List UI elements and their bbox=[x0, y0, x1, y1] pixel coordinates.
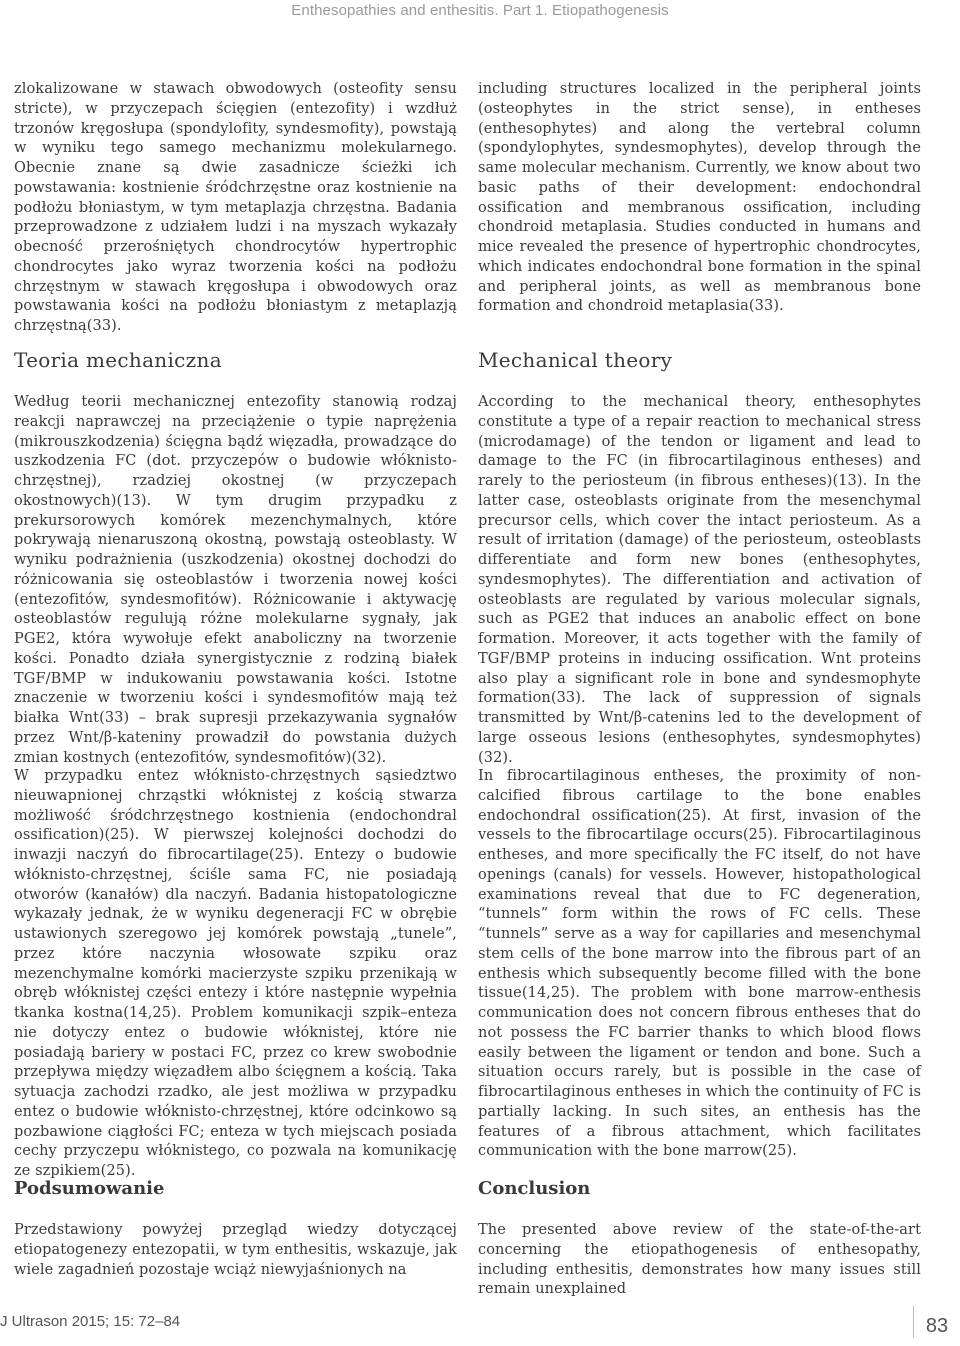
en-paragraph-intro: including structures localized in the peripheral joints (osteophytes in the strict sense), in entheses (enthesophytes) and along the vertebral column (spondylophytes, syndesmophytes), develop through the same molecular mechanism. Currently, we know about two basic paths of their development: endochondral ossification and membranous ossification, including chondroid metaplasia. Studies conducted in humans and mice revealed the presence of hypertrophic chondrocytes, which indicates endochondral bone formation in the spinal and peripheral joints, as well as membranous bone formation and chondroid metaplasia(33). bbox=[478, 81, 921, 315]
en-heading-mechanical-theory: Mechanical theory bbox=[478, 348, 673, 372]
pl-paragraph-intro: zlokalizowane w stawach obwodowych (osteofity sensu stricte), w przyczepach ścięgien (entezofity) i wzdłuż trzonów kręgosłupa (spondylofity, syndesmofity), powstają w wyniku tego samego mechanizmu molekularnego. Obecnie znane są dwie zasadnicze ścieżki ich powstawania: kostnienie śródchrzęstne oraz kostnienie na podłożu błoniastym, w tym metaplazja chrzęstna. Badania przeprowadzone z udziałem ludzi i na myszach wykazały obecność przerośniętych chondrocytów hypertrophic chondrocytes jako wyraz tworzenia kości na podłożu chrzęstnym w stawach kręgosłupa i obwodowych oraz powstawania kości na podłożu błoniastym z metaplazją chrzęstną(33). bbox=[14, 81, 457, 334]
journal-citation: J Ultrason 2015; 15: 72–84 bbox=[0, 1313, 181, 1330]
en-paragraph-fibrocartilage: In fibrocartilaginous entheses, the proximity of non-calcified fibrous cartilage to the bone enables endochondral ossification(25). At first, invasion of the vessels to the fibrocartilage occurs(25). Fibrocartilaginous entheses, and more specifically the FC itself, do not have openings (canals) for vessels. However, histopathological examinations reveal that due to FC degeneration, “tunnels” form within the rows of FC cells. These “tunnels” serve as a way for capillaries and mesenchymal stem cells of the bone marrow into the fibrous part of an enthesis which subsequently become filled with the bone tissue(14,25). The problem with bone marrow-enthesis communication does not concern fibrous entheses that do not possess the FC barrier thanks to which blood flows easily between the ligament or tendon and bone. Such a situation occurs rarely, but is possible in the case of fibrocartilaginous entheses in which the continuity of FC is partially lacking. In such sites, an enthesis has the features of a fibrous attachment, which facilitates communication with the bone marrow(25). bbox=[478, 768, 921, 1160]
pl-heading-summary: Podsumowanie bbox=[14, 1178, 165, 1199]
en-paragraph-mechanical: According to the mechanical theory, enthesophytes constitute a type of a repair reaction to mechanical stress (microdamage) of the tendon or ligament and lead to damage to the FC (in fibrocartilaginous entheses) and rarely to the periosteum (in fibrous entheses)(13). In the latter case, osteoblasts originate from the mesenchymal precursor cells, which cover the intact periosteum. As a result of irritation (damage) of the periosteum, osteoblasts differentiate and form new bones (enthesophytes, syndesmophytes). The differentiation and activation of osteoblasts are regulated by various molecular signals, such as PGE2 that induces an anabolic effect on bone formation. Moreover, it acts together with the family of TGF/BMP proteins in inducing ossification. Wnt proteins also play a significant role in bone and syndesmophyte formation(33). The lack of suppression of signals transmitted by Wnt/β-catenins led to the development of large osseous lesions (enthesophytes, syndesmophytes)(32). bbox=[478, 394, 921, 766]
en-heading-conclusion: Conclusion bbox=[478, 1178, 591, 1199]
pl-heading-mechanical-theory: Teoria mechaniczna bbox=[14, 348, 222, 372]
pl-paragraph-mechanical: Według teorii mechanicznej entezofity stanowią rodzaj reakcji naprawczej na przeciążenie o typie naprężenia (mikrouszkodzenia) ścięgna bądź więzadła, prowadzące do uszkodzenia FC (dot. przyczepów o budowie włóknisto-chrzęstnej), rzadziej okostnej (w przyczepach okostnowych)(13). W tym drugim przypadku z prekursorowych komórek mezenchymalnych, które pokrywają nienaruszoną okostną, powstają osteoblasty. W wyniku podrażnienia (uszkodzenia) okostnej dochodzi do różnicowania się osteoblastów i tworzenia nowej kości (entezofitów, syndesmofitów). Różnicowanie i aktywację osteoblastów regulują różne molekularne sygnały, jak PGE2, która wywołuje efekt anaboliczny na tworzenie kości. Ponadto działa synergistycznie z rodziną białek TGF/BMP w indukowaniu powstawania kości. Istotne znaczenie w tworzeniu kości i syndesmofitów mają też białka Wnt(33) – brak supresji przekazywania sygnałów przez Wnt/β-kateniny prowadził do powstania dużych zmian kostnych (entezofitów, syndesmofitów)(32). bbox=[14, 394, 457, 766]
running-title: Enthesopathies and enthesitis. Part 1. Etiopathogenesis bbox=[291, 2, 669, 19]
en-paragraph-conclusion: The presented above review of the state-of-the-art concerning the etiopathogenesis of enthesopathy, including enthesitis, demonstrates how many issues still remain unexplained bbox=[478, 1222, 921, 1298]
pl-paragraph-summary: Przedstawiony powyżej przegląd wiedzy dotyczącej etiopatogenezy entezopatii, w tym enthesitis, wskazuje, jak wiele zagadnień pozostaje wciąż niewyjaśnionych na bbox=[14, 1222, 457, 1278]
page-number: 83 bbox=[913, 1306, 960, 1338]
pl-paragraph-fibrocartilage: W przypadku entez włóknisto-chrzęstnych sąsiedztwo nieuwapnionej chrząstki włóknistej z kością stwarza możliwość śródchrzęstnego kostnienia (endochondral ossification)(25). W pierwszej kolejności dochodzi do inwazji naczyń do fibrocartilage(25). Entezy o budowie włóknisto-chrzęstnej, ściśle sama FC, nie posiadają otworów (kanałów) dla naczyń. Badania histopatologiczne wykazały jednak, że w wyniku degeneracji FC w obrębie ustawionych szeregowo jej komórek powstają „tunele”, przez które naczynia włosowate szpiku oraz mezenchymalne komórki macierzyste szpiku przenikają w obręb włóknistej części entezy i które następnie wypełnia tkanka kostna(14,25). Problem komunikacji szpik–enteza nie dotyczy entez o budowie włóknistej, które nie posiadają bariery w postaci FC, przez co krew swobodnie przepływa między więzadłem albo ścięgnem a kością. Taka sytuacja zachodzi rzadko, ale jest możliwa w przypadku entez o budowie włóknisto-chrzęstnej, które odcinkowo są pozbawione ciągłości FC; enteza w tych miejscach posiada cechy przyczepu włóknistego, co pozwala na komunikację ze szpikiem(25). bbox=[14, 768, 457, 1179]
